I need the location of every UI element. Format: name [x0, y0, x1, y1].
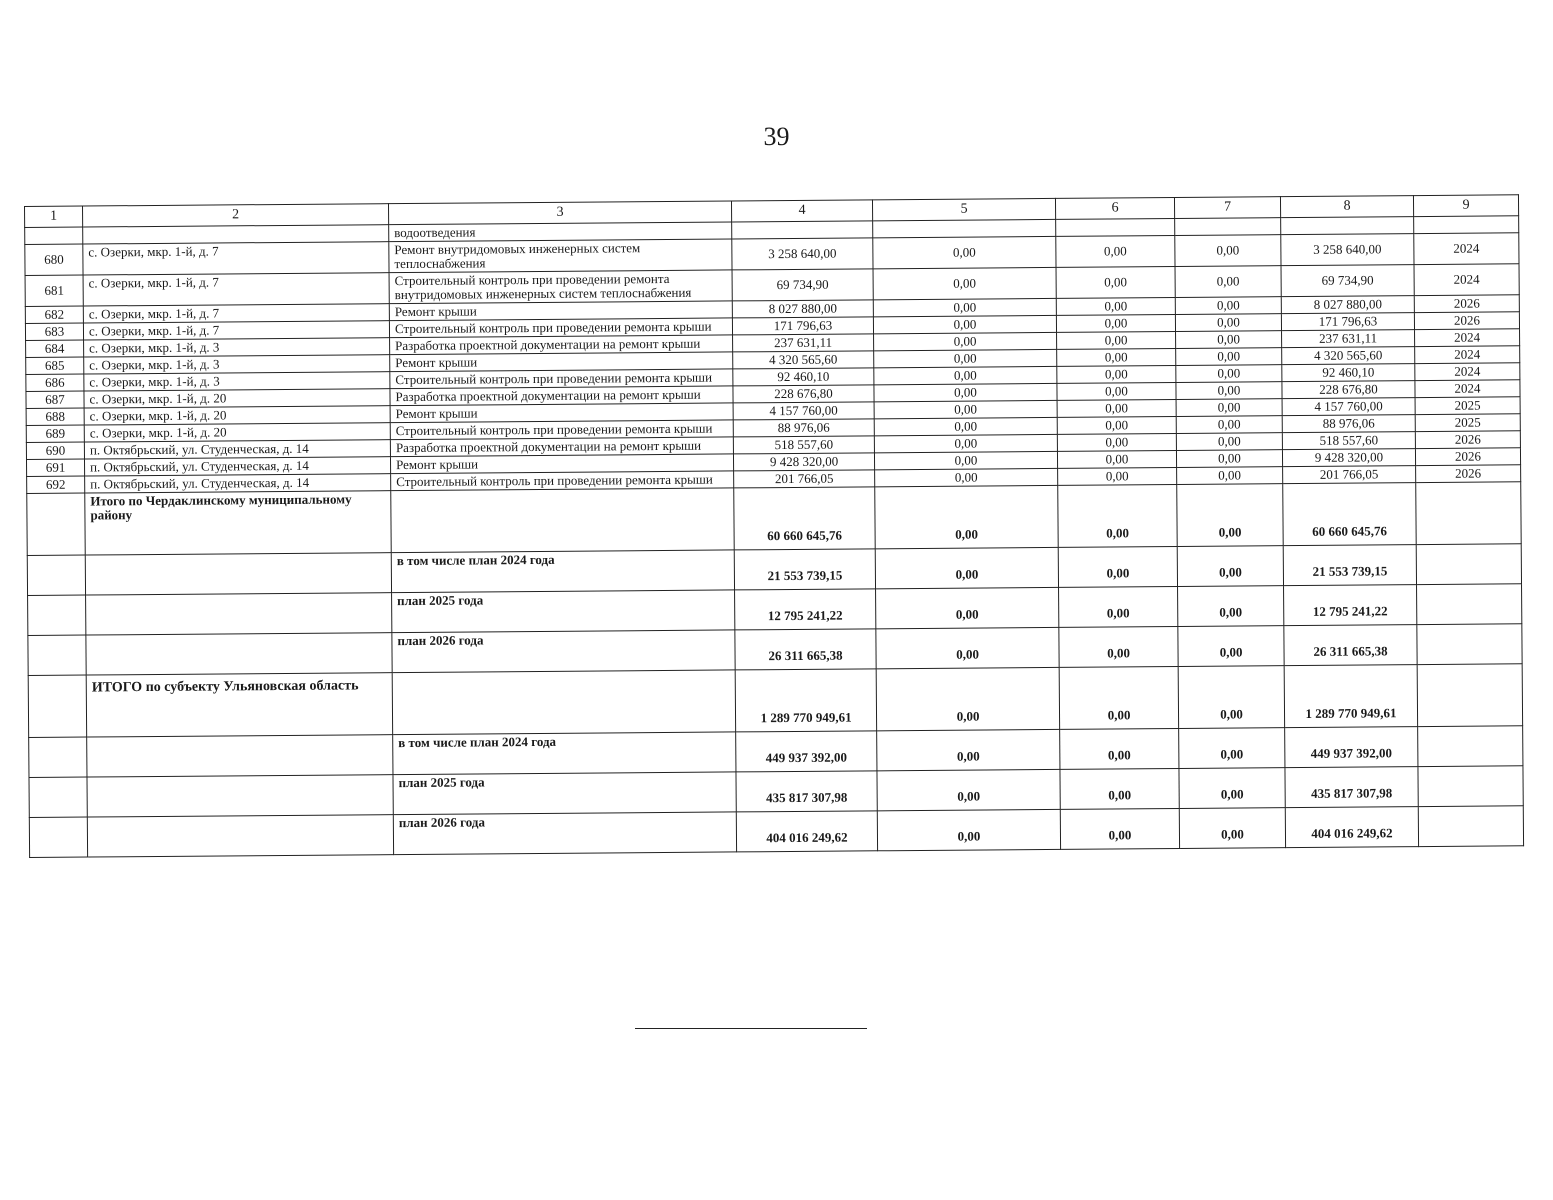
cost-total-cell: 8 027 880,00	[732, 300, 873, 318]
plan-value-cell: 404 016 249,62	[1285, 807, 1418, 848]
column-header: 8	[1280, 196, 1413, 218]
column-header: 2	[83, 204, 389, 227]
row-number: 680	[25, 244, 83, 275]
plan-year-label: в том числе план 2024 года	[391, 550, 734, 593]
row-number: 692	[27, 476, 85, 493]
row-number: 688	[26, 408, 84, 425]
row-number: 684	[26, 340, 84, 357]
year-cell: 2024	[1415, 363, 1520, 381]
page-number: 39	[763, 122, 790, 151]
fund-cell: 0,00	[874, 417, 1057, 435]
total-value-cell: 60 660 645,76	[1283, 483, 1416, 546]
row-number: 691	[26, 459, 84, 476]
budget-cell: 0,00	[1058, 467, 1177, 485]
work-type-cell: Строительный контроль при проведении ремонта крыши	[390, 420, 733, 440]
plan-value-cell: 0,00	[1060, 768, 1179, 809]
fund-cell: 0,00	[874, 332, 1057, 350]
table-cell	[1417, 584, 1522, 625]
total-value-cell: 60 660 645,76	[734, 487, 875, 550]
plan-value-cell: 0,00	[1178, 626, 1284, 667]
region-total-row	[28, 664, 1522, 738]
municipal-cell: 0,00	[1176, 399, 1282, 417]
plan-value-cell: 0,00	[877, 809, 1060, 850]
row-number: 683	[25, 323, 83, 340]
year-cell: 2024	[1415, 329, 1520, 347]
budget-cell: 0,00	[1056, 235, 1175, 267]
table-cell	[87, 735, 393, 777]
total-label: Итого по Чердаклинскому муниципальному району	[85, 491, 391, 555]
total-value-cell: 0,00	[1059, 666, 1178, 729]
work-type-cell: Ремонт крыши	[389, 301, 732, 321]
work-type-cell: Строительный контроль при проведении ремонта внутридомовых инженерных систем теплоснабжения	[389, 270, 732, 304]
cost-total-cell: 4 320 565,60	[733, 351, 874, 369]
plan-value-cell: 0,00	[875, 547, 1058, 588]
address-cell: п. Октябрьский, ул. Студенческая, д. 14	[84, 440, 390, 459]
fund-cell: 0,00	[874, 451, 1057, 469]
address-cell: с. Озерки, мкр. 1-й, д. 7	[83, 321, 389, 340]
plan-value-cell: 26 311 665,38	[735, 629, 876, 670]
table-cell	[87, 775, 393, 817]
plan-value-cell: 449 937 392,00	[1285, 727, 1418, 768]
municipal-cell: 0,00	[1176, 433, 1282, 451]
year-cell: 2026	[1415, 431, 1520, 449]
municipal-cell: 0,00	[1176, 348, 1282, 366]
year-cell: 2024	[1415, 380, 1520, 398]
work-type-cell: Ремонт крыши	[390, 352, 733, 372]
fund-cell: 0,00	[874, 366, 1057, 384]
municipal-cell: 0,00	[1175, 266, 1281, 298]
year-cell: 2024	[1414, 233, 1519, 265]
end-rule	[635, 1028, 867, 1029]
budget-cell: 0,00	[1057, 416, 1176, 434]
plan-value-cell: 0,00	[877, 769, 1060, 810]
fund-cell: 0,00	[873, 298, 1056, 316]
fund-cell: 0,00	[874, 349, 1057, 367]
total-value-cell: 0,00	[1058, 484, 1177, 547]
cost-total-cell: 3 258 640,00	[732, 238, 873, 270]
fund-cell: 0,00	[873, 315, 1056, 333]
cost-total-cell: 9 428 320,00	[733, 453, 874, 471]
plan-value-cell: 0,00	[1059, 586, 1178, 627]
table-cell	[1418, 726, 1523, 767]
cost-total-cell: 171 796,63	[732, 317, 873, 335]
plan-value-cell: 21 553 739,15	[1283, 545, 1416, 586]
plan-value-cell: 0,00	[1058, 546, 1177, 587]
plan-value-cell: 21 553 739,15	[734, 549, 875, 590]
owners-funds-cell: 9 428 320,00	[1282, 449, 1415, 467]
plan-value-cell: 0,00	[877, 729, 1060, 770]
table-cell	[27, 493, 85, 555]
plan-value-cell: 0,00	[1179, 808, 1285, 849]
municipal-cell: 0,00	[1177, 467, 1283, 485]
fund-cell: 0,00	[873, 236, 1056, 268]
total-value-cell: 0,00	[876, 667, 1059, 730]
table-cell	[27, 555, 85, 595]
year-cell: 2026	[1416, 465, 1521, 483]
fund-cell: 0,00	[874, 434, 1057, 452]
table-cell	[1416, 482, 1521, 545]
fund-cell: 0,00	[874, 400, 1057, 418]
total-value-cell: 0,00	[1178, 666, 1284, 729]
table-cell	[1056, 218, 1175, 236]
table-cell	[29, 737, 87, 777]
address-cell: с. Озерки, мкр. 1-й, д. 20	[84, 389, 390, 408]
work-type-cell: Разработка проектной документации на ремонт крыши	[390, 386, 733, 406]
fund-cell: 0,00	[873, 267, 1056, 299]
table-cell	[28, 635, 86, 675]
table-cell	[1418, 766, 1523, 807]
fund-cell: 0,00	[874, 383, 1057, 401]
work-type-cell: Строительный контроль при проведении ремонта крыши	[390, 369, 733, 389]
row-number: 686	[26, 374, 84, 391]
table-cell	[1175, 218, 1281, 236]
table-cell	[391, 488, 734, 553]
district-total-row	[27, 482, 1521, 556]
repair-plan-table	[24, 194, 1524, 858]
column-header: 7	[1174, 197, 1280, 219]
table-cell	[873, 219, 1056, 237]
budget-cell: 0,00	[1056, 314, 1175, 332]
plan-value-cell: 0,00	[876, 627, 1059, 668]
owners-funds-cell: 171 796,63	[1281, 313, 1414, 331]
plan-value-cell: 435 817 307,98	[1285, 767, 1418, 808]
plan-value-cell: 449 937 392,00	[736, 731, 877, 772]
row-number: 685	[26, 357, 84, 374]
column-header: 4	[731, 200, 872, 222]
table-cell	[86, 633, 392, 675]
plan-value-cell: 0,00	[876, 587, 1059, 628]
table-cell	[87, 815, 393, 857]
owners-funds-cell: 8 027 880,00	[1281, 296, 1414, 314]
budget-cell: 0,00	[1057, 399, 1176, 417]
municipal-cell: 0,00	[1175, 297, 1281, 315]
column-header: 5	[872, 198, 1055, 220]
cost-total-cell: 92 460,10	[733, 368, 874, 386]
table-cell	[732, 221, 873, 239]
owners-funds-cell: 228 676,80	[1282, 381, 1415, 399]
address-cell: с. Озерки, мкр. 1-й, д. 7	[83, 304, 389, 323]
owners-funds-cell: 4 320 565,60	[1282, 347, 1415, 365]
plan-value-cell: 0,00	[1179, 728, 1285, 769]
cost-total-cell: 518 557,60	[733, 436, 874, 454]
cost-total-cell: 201 766,05	[734, 470, 875, 488]
owners-funds-cell: 92 460,10	[1282, 364, 1415, 382]
total-value-cell: 0,00	[1177, 484, 1283, 547]
owners-funds-cell: 69 734,90	[1281, 265, 1414, 297]
plan-value-cell: 0,00	[1059, 626, 1178, 667]
year-cell: 2024	[1414, 264, 1519, 296]
plan-value-cell: 26 311 665,38	[1284, 625, 1417, 666]
table-cell	[25, 227, 83, 244]
address-cell: с. Озерки, мкр. 1-й, д. 7	[83, 242, 389, 275]
table-cell	[29, 777, 87, 817]
cost-total-cell: 4 157 760,00	[733, 402, 874, 420]
year-cell: 2024	[1415, 346, 1520, 364]
plan-value-cell: 12 795 241,22	[1284, 585, 1417, 626]
table-cell	[392, 670, 735, 735]
budget-cell: 0,00	[1057, 433, 1176, 451]
owners-funds-cell: 201 766,05	[1283, 466, 1416, 484]
work-type-cell: Ремонт крыши	[390, 454, 733, 474]
plan-value-cell: 0,00	[1060, 728, 1179, 769]
total-value-cell: 1 289 770 949,61	[1284, 665, 1417, 728]
plan-value-cell: 0,00	[1179, 768, 1285, 809]
plan-year-label: в том числе план 2024 года	[393, 732, 736, 775]
fund-cell: 0,00	[875, 468, 1058, 486]
year-cell: 2026	[1414, 295, 1519, 313]
plan-year-label: план 2026 года	[393, 812, 736, 855]
work-type-cell: Разработка проектной документации на ремонт крыши	[390, 437, 733, 457]
municipal-cell: 0,00	[1176, 416, 1282, 434]
table-cell	[1281, 217, 1414, 235]
municipal-cell: 0,00	[1176, 331, 1282, 349]
work-type-cell: Разработка проектной документации на ремонт крыши	[390, 335, 733, 355]
table-cell	[1417, 624, 1522, 665]
column-header: 1	[25, 206, 83, 227]
address-cell: с. Озерки, мкр. 1-й, д. 20	[84, 423, 390, 442]
owners-funds-cell: 4 157 760,00	[1282, 398, 1415, 416]
owners-funds-cell: 88 976,06	[1282, 415, 1415, 433]
year-cell: 2025	[1415, 397, 1520, 415]
plan-value-cell: 0,00	[1177, 546, 1283, 587]
total-label: ИТОГО по субъекту Ульяновская область	[86, 673, 392, 737]
address-cell: с. Озерки, мкр. 1-й, д. 3	[84, 372, 390, 391]
total-value-cell: 0,00	[875, 485, 1058, 548]
municipal-cell: 0,00	[1176, 365, 1282, 383]
work-type-cell: Ремонт крыши	[390, 403, 733, 423]
plan-value-cell: 12 795 241,22	[735, 589, 876, 630]
year-cell: 2025	[1415, 414, 1520, 432]
budget-cell: 0,00	[1057, 365, 1176, 383]
plan-value-cell: 0,00	[1178, 586, 1284, 627]
row-number: 682	[25, 306, 83, 323]
work-type-cell: Строительный контроль при проведении ремонта крыши	[389, 318, 732, 338]
row-number: 681	[25, 275, 83, 306]
budget-cell: 0,00	[1057, 382, 1176, 400]
table-cell	[29, 817, 87, 857]
cost-total-cell: 228 676,80	[733, 385, 874, 403]
municipal-cell: 0,00	[1176, 382, 1282, 400]
address-cell: с. Озерки, мкр. 1-й, д. 3	[84, 355, 390, 374]
address-cell: с. Озерки, мкр. 1-й, д. 20	[84, 406, 390, 425]
cost-total-cell: 69 734,90	[732, 269, 873, 301]
address-cell: с. Озерки, мкр. 1-й, д. 3	[84, 338, 390, 357]
budget-cell: 0,00	[1056, 266, 1175, 298]
plan-value-cell: 0,00	[1060, 808, 1179, 849]
address-cell: п. Октябрьский, ул. Студенческая, д. 14	[84, 457, 390, 476]
plan-year-label: план 2026 года	[392, 630, 735, 673]
year-cell: 2026	[1414, 312, 1519, 330]
address-cell: с. Озерки, мкр. 1-й, д. 7	[83, 273, 389, 306]
table-body	[25, 195, 1524, 858]
row-number: 690	[26, 442, 84, 459]
year-cell: 2026	[1415, 448, 1520, 466]
carryover-text: водоотведения	[389, 222, 732, 242]
plan-year-label: план 2025 года	[392, 590, 735, 633]
table-cell	[1414, 216, 1519, 234]
row-number: 687	[26, 391, 84, 408]
address-cell: п. Октябрьский, ул. Студенческая, д. 14	[85, 474, 391, 493]
table-cell	[86, 593, 392, 635]
column-header: 9	[1413, 195, 1518, 217]
table-cell	[1416, 544, 1521, 585]
budget-cell: 0,00	[1057, 331, 1176, 349]
budget-cell: 0,00	[1056, 297, 1175, 315]
owners-funds-cell: 518 557,60	[1282, 432, 1415, 450]
table-cell	[85, 553, 391, 595]
table-cell	[28, 595, 86, 635]
table-cell	[28, 675, 86, 737]
column-header: 3	[388, 201, 731, 225]
cost-total-cell: 237 631,11	[733, 334, 874, 352]
work-type-cell: Ремонт внутридомовых инженерных систем теплоснабжения	[389, 239, 732, 273]
table-cell	[1417, 664, 1522, 727]
budget-cell: 0,00	[1057, 348, 1176, 366]
municipal-cell: 0,00	[1176, 450, 1282, 468]
table-cell	[1418, 806, 1523, 847]
total-value-cell: 1 289 770 949,61	[735, 669, 876, 732]
municipal-cell: 0,00	[1175, 314, 1281, 332]
plan-value-cell: 404 016 249,62	[736, 811, 877, 852]
owners-funds-cell: 237 631,11	[1282, 330, 1415, 348]
column-header: 6	[1055, 197, 1174, 219]
work-type-cell: Строительный контроль при проведении ремонта крыши	[391, 471, 734, 491]
plan-year-label: план 2025 года	[393, 772, 736, 815]
plan-value-cell: 435 817 307,98	[736, 771, 877, 812]
cost-total-cell: 88 976,06	[733, 419, 874, 437]
budget-cell: 0,00	[1057, 450, 1176, 468]
municipal-cell: 0,00	[1175, 235, 1281, 267]
row-number: 689	[26, 425, 84, 442]
owners-funds-cell: 3 258 640,00	[1281, 234, 1414, 266]
